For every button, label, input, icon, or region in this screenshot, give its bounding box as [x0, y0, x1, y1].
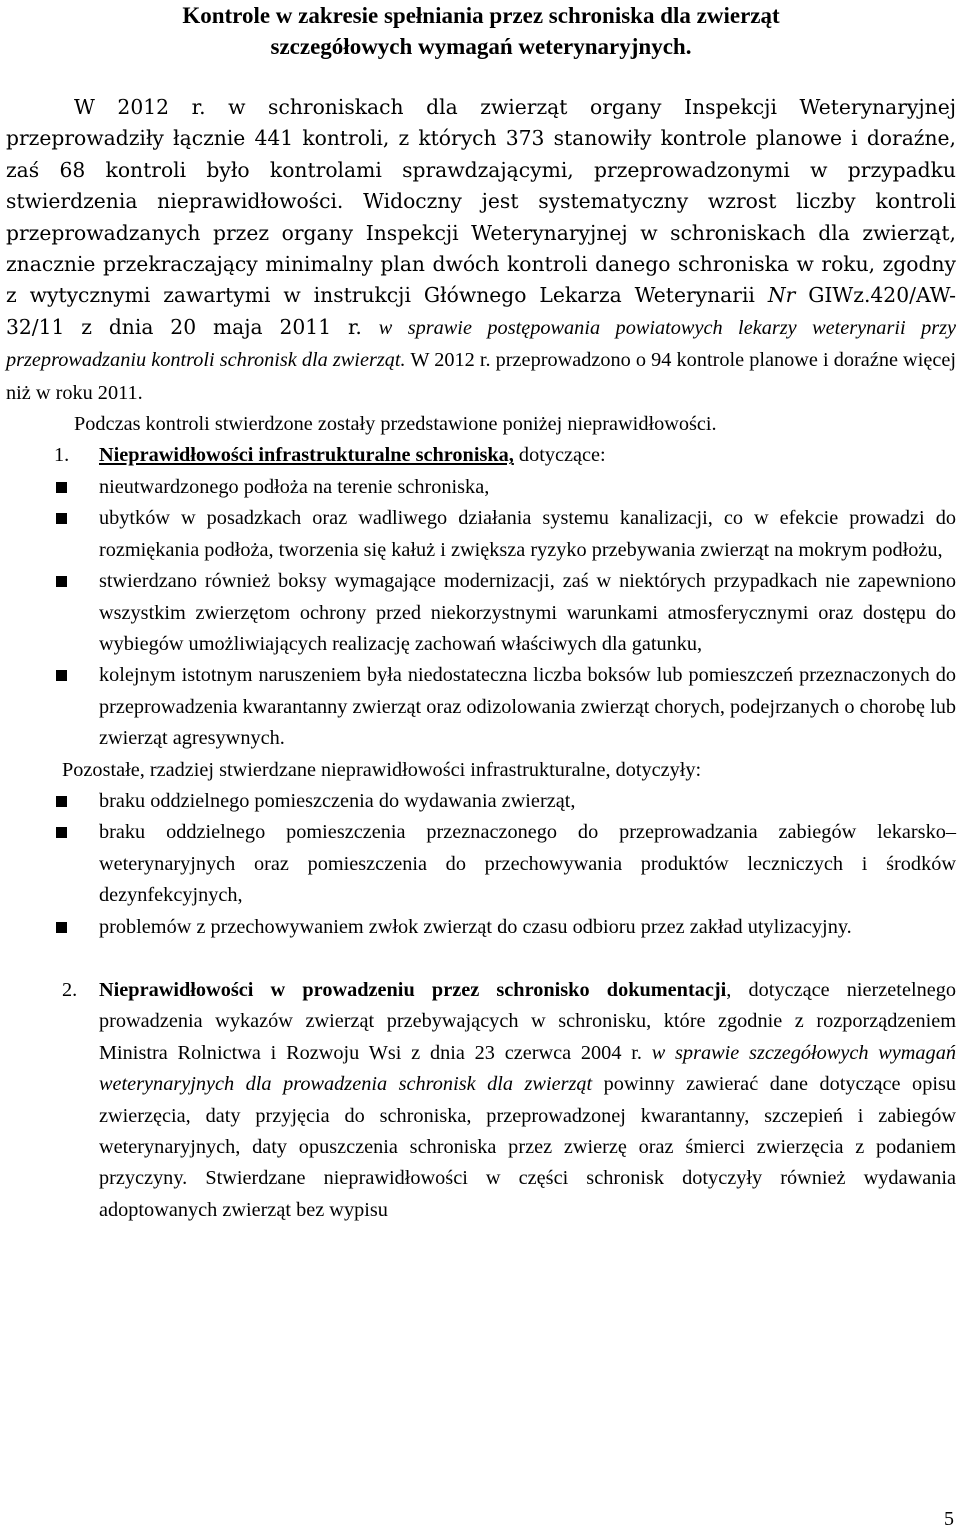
square-bullet-icon: [56, 576, 67, 587]
list-item-text: stwierdzano również boksy wymagające modernizacji, zaś w niektórych przypadkach nie zapewniono wszystkim zwierzętom ochrony przed niekorzystnymi warunkami atmosferycznymi oraz dostępu do wybiegów umożliwiających realizację zachowań właściwych dla gatunku,: [99, 570, 956, 655]
document-title: [6, 0, 956, 62]
section-1-title-tail: dotyczące:: [513, 444, 606, 467]
section-1-number: 1.: [54, 444, 70, 467]
list-item-text: braku oddzielnego pomieszczenia przeznaczonego do przeprowadzania zabiegów lekarsko–weterynaryjnych oraz pomieszczenia do przechowywania produktów leczniczych i środków dezynfekcyjnych,: [99, 821, 956, 907]
list-item: [6, 472, 956, 503]
title-line-2: szczegółowych wymagań weterynaryjnych.: [270, 34, 692, 59]
section-2-title: Nieprawidłowości w prowadzeniu przez schronisko dokumentacji: [99, 978, 727, 1001]
intro-text-2: GIWz.420/AW-32/11 z dnia 20 maja 2011 r.: [6, 283, 956, 339]
list-item-text: problemów z przechowywaniem zwłok zwierząt do czasu odbioru przez zakład utylizacyjny.: [99, 915, 852, 938]
square-bullet-icon: [56, 796, 67, 807]
square-bullet-icon: [56, 670, 67, 681]
list-item-text: nieutwardzonego podłoża na terenie schroniska,: [99, 475, 490, 498]
list-item-text: ubytków w posadzkach oraz wadliwego działania systemu kanalizacji, co w efekcie prowadzi do rozmiękania podłoża, tworzenia się kałuż i zwiększa ryzyko przebywania zwierząt na mokrym podłożu,: [99, 507, 956, 561]
list-item: [6, 660, 956, 754]
intro-nr: Nr: [767, 283, 796, 308]
section-2-italic: w sprawie szczegółowych wymagań weterynaryjnych dla prowadzenia schronisk dla zwierząt: [99, 1041, 956, 1096]
intro-paragraph: [6, 92, 956, 409]
section-2-text-2: powinny zawierać dane dotyczące opisu zwierzęcia, daty przyjęcia do schroniska, przeprowadzonej kwarantanny, szczepień i zabiegów weterynaryjnych, daty opuszczenia schroniska przez zwierzę oraz śmierci zwierzęcia z podaniem przyczyny. Stwierdzane nieprawidłowości w części schronisk dotyczyły również wydawania adoptowanych zwierząt bez wypisu: [99, 1073, 956, 1221]
section-1-title: Nieprawidłowości infrastrukturalne schroniska,: [99, 444, 514, 467]
list-item: [6, 786, 956, 817]
list-item-text: kolejnym istotnym naruszeniem była niedostateczna liczba boksów lub pomieszczeń przeznaczonych do przeprowadzenia kwarantanny zwierząt oraz odizolowania zwierząt chorych, podejrzanych o chorobę lub zwierząt agresywnych.: [99, 664, 956, 750]
square-bullet-icon: [56, 922, 67, 933]
document-page: [6, 0, 956, 1226]
section-1-bullets: [6, 472, 956, 755]
section-2-text-1: , dotyczące nierzetelnego prowadzenia wykazów zwierząt przebywających w schronisku, które zgodnie z rozporządzeniem Ministra Rolnictwa i Rozwoju Wsi z dnia 23 czerwca 2004 r.: [99, 978, 956, 1064]
square-bullet-icon: [56, 827, 67, 838]
intro-text-3: W 2012 r. przeprowadzono o 94 kontrole planowe i doraźne więcej niż w roku 2011.: [6, 349, 956, 404]
list-item: [6, 912, 956, 943]
page-number: 5: [944, 1507, 954, 1530]
section-2: [6, 975, 956, 1226]
list-item: [6, 817, 956, 911]
list-item: [6, 566, 956, 660]
square-bullet-icon: [56, 513, 67, 524]
list-item: [6, 503, 956, 566]
square-bullet-icon: [56, 482, 67, 493]
list-item-text: braku oddzielnego pomieszczenia do wydawania zwierząt,: [99, 789, 576, 812]
title-line-1: Kontrole w zakresie spełniania przez schroniska dla zwierząt: [182, 3, 780, 28]
intro-paragraph-2: Podczas kontroli stwierdzone zostały przedstawione poniżej nieprawidłowości.: [74, 413, 717, 436]
other-irregularities-intro: Pozostałe, rzadziej stwierdzane nieprawidłowości infrastrukturalne, dotyczyły:: [62, 758, 702, 781]
section-1-heading: [6, 440, 956, 471]
section-2-number: 2.: [62, 978, 78, 1001]
other-irregularities-bullets: [6, 786, 956, 943]
intro-italic: w sprawie postępowania powiatowych lekarzy weterynarii przy przeprowadzaniu kontroli schronisk dla zwierząt.: [6, 316, 956, 372]
intro-text-1: W 2012 r. w schroniskach dla zwierząt organy Inspekcji Weterynaryjnej przeprowadziły łącznie 441 kontroli, z których 373 stanowiły kontrole planowe i doraźne, zaś 68 kontroli było kontrolami sprawdzającymi, przeprowadzonymi w przypadku stwierdzenia nieprawidłowości. Widoczny jest systematyczny wzrost liczby kontroli przeprowadzanych przez organy Inspekcji Weterynaryjnej w schroniskach dla zwierząt, znacznie przekraczający minimalny plan dwóch kontroli danego schroniska w roku, zgodny z wytycznymi zawartymi w instrukcji Głównego Lekarza Weterynarii: [6, 95, 956, 308]
